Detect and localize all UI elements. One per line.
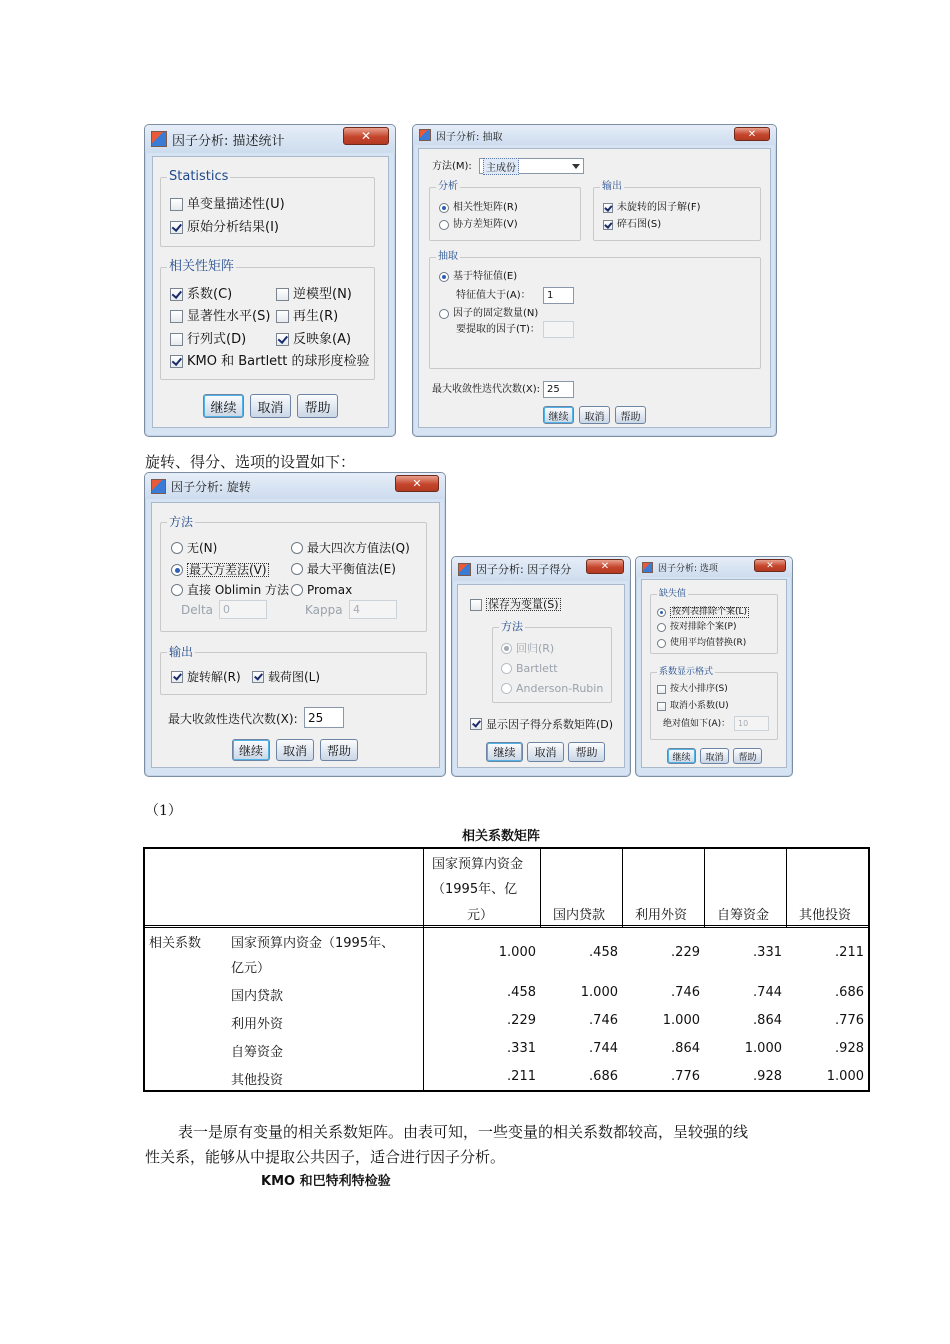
column-header-1: 国家预算内资金 [432, 857, 524, 872]
table-cell: .744 [589, 1041, 618, 1056]
group-label: 相关性矩阵 [169, 258, 235, 274]
suppress-small-checkbox[interactable]: 取消小系数(U) [657, 702, 729, 711]
section-number: （1） [145, 803, 182, 819]
continue-button[interactable]: 继续 [667, 748, 696, 764]
rotation-intro-text: 旋转、得分、选项的设置如下： [145, 453, 356, 471]
max-iter-input[interactable]: 25 [304, 707, 344, 728]
oblimin-radio[interactable]: 直接 Oblimin 方法 [171, 584, 289, 596]
kappa-input[interactable]: 4 [349, 600, 397, 619]
radio-icon [657, 639, 666, 648]
column-header-4: 自筹资金 [717, 908, 770, 923]
table-cell: .211 [507, 1069, 536, 1084]
header-rule [145, 925, 868, 928]
table-cell: .776 [671, 1069, 700, 1084]
display-coef-checkbox[interactable]: 显示因子得分系数矩阵(D) [470, 718, 613, 730]
checkbox-checked-icon [252, 671, 264, 683]
checkbox-icon [276, 288, 289, 301]
close-icon[interactable]: ✕ [734, 127, 770, 141]
table-cell: .744 [753, 985, 782, 1000]
regression-radio[interactable]: 回归(R) [501, 643, 554, 654]
loading-plot-checkbox[interactable]: 载荷图(L) [252, 671, 320, 683]
table-cell: .211 [835, 945, 864, 960]
dialog-title: 因子分析: 抽取 [436, 131, 503, 143]
column-header-1: （1995年、亿 [432, 882, 518, 897]
group-label: 方法 [169, 514, 194, 529]
method-group [160, 514, 427, 632]
dialog-body [641, 579, 787, 768]
display-group [160, 644, 427, 695]
radio-icon [171, 584, 183, 596]
scree-checkbox[interactable]: 碎石图(S) [603, 220, 661, 230]
radio-selected-icon [439, 272, 449, 282]
table-cell: .229 [671, 945, 700, 960]
group-label: 抽取 [438, 251, 458, 262]
dialog-body [457, 584, 625, 768]
cancel-button[interactable]: 取消 [250, 394, 291, 418]
coef-format-group [650, 666, 778, 740]
radio-selected-icon [501, 643, 512, 654]
row-label: 亿元） [231, 961, 271, 976]
max-iter-label: 最大收敛性迭代次数(X): [168, 712, 298, 726]
column-divider [704, 849, 705, 927]
table-cell: .331 [753, 945, 782, 960]
continue-button[interactable]: 继续 [486, 742, 523, 762]
dialog-body [151, 502, 440, 768]
anti-image-checkbox[interactable]: 反映象(A) [276, 333, 351, 346]
group-label: Statistics [169, 168, 229, 184]
checkbox-icon [170, 310, 183, 323]
rotated-solution-checkbox[interactable]: 旋转解(R) [171, 671, 241, 683]
table-title: 相关系数矩阵 [462, 829, 541, 844]
continue-button[interactable]: 继续 [543, 406, 574, 424]
continue-button[interactable]: 继续 [232, 739, 270, 761]
method-select[interactable] [479, 158, 584, 174]
pairwise-radio[interactable]: 按对排除个案(P) [657, 623, 736, 632]
cancel-button[interactable]: 取消 [700, 748, 729, 764]
dialog-body [418, 148, 771, 428]
table-cell: 1.000 [498, 945, 536, 960]
table-cell: .746 [671, 985, 700, 1000]
analysis-paragraph-line2: 性关系，能够从中提取公共因子，适合进行因子分析。 [145, 1148, 506, 1166]
radio-icon [657, 623, 666, 632]
table-cell: 1.000 [580, 985, 618, 1000]
dialog-title: 因子分析: 选项 [658, 563, 718, 574]
replace-mean-radio[interactable]: 使用平均值替换(R) [657, 639, 746, 648]
coefficients-checkbox[interactable]: 系数(C) [170, 288, 232, 301]
table-cell: .458 [507, 985, 536, 1000]
help-button[interactable]: 帮助 [733, 748, 762, 764]
checkbox-checked-icon [171, 671, 183, 683]
sort-size-checkbox[interactable]: 按大小排序(S) [657, 685, 728, 694]
abs-below-label: 绝对值如下(A)： [663, 719, 731, 729]
kappa-label: Kappa [305, 603, 343, 617]
dialog-title: 因子分析: 因子得分 [476, 563, 572, 576]
dialog-title: 因子分析: 旋转 [171, 479, 251, 494]
delta-input[interactable]: 0 [219, 600, 267, 619]
group-label: 系数显示格式 [659, 666, 714, 677]
radio-selected-icon [657, 608, 666, 617]
column-divider [786, 849, 787, 927]
significance-checkbox[interactable]: 显著性水平(S) [170, 310, 270, 323]
row-label: 其他投资 [231, 1073, 284, 1088]
max-iter-input[interactable]: 25 [543, 381, 574, 398]
table-cell: .331 [507, 1041, 536, 1056]
options-dialog [635, 556, 793, 777]
equamax-radio[interactable]: 最大平衡值法(E) [291, 563, 396, 575]
table-cell: .928 [753, 1069, 782, 1084]
correlation-matrix-group [160, 258, 375, 380]
extraction-titlebar [413, 125, 776, 145]
close-icon[interactable]: ✕ [395, 475, 439, 492]
checkbox-icon [657, 685, 666, 694]
method-selected-value: 主成份 [483, 158, 519, 175]
eigen-greater-label: 特征值大于(A)： [456, 290, 531, 301]
dialog-title: 因子分析: 描述统计 [172, 133, 285, 149]
corr-matrix-radio[interactable]: 相关性矩阵(R) [439, 203, 518, 213]
column-header-5: 其他投资 [799, 908, 852, 923]
kmo-checkbox[interactable]: KMO 和 Bartlett 的球形度检验 [170, 355, 370, 368]
fixed-number-radio[interactable]: 因子的固定数量(N) [439, 309, 538, 319]
analyze-group [429, 181, 581, 241]
determinant-checkbox[interactable]: 行列式(D) [170, 333, 246, 346]
radio-icon [439, 220, 449, 230]
checkbox-icon [276, 310, 289, 323]
help-button[interactable]: 帮助 [297, 394, 338, 418]
statistics-group [160, 168, 375, 247]
spss-app-icon [151, 479, 166, 494]
radio-icon [291, 542, 303, 554]
column-header-2: 国内贷款 [553, 908, 606, 923]
factors-to-extract-label: 要提取的因子(T)： [456, 324, 540, 335]
close-icon[interactable]: ✕ [754, 559, 786, 572]
analysis-paragraph-line1: 表一是原有变量的相关系数矩阵。由表可知，一些变量的相关系数都较高，呈较强的线 [178, 1123, 749, 1141]
anderson-rubin-radio[interactable]: Anderson-Rubin [501, 683, 603, 694]
dialog-body [152, 156, 389, 428]
method-label: 方法(M): [432, 161, 472, 172]
group-label: 输出 [169, 644, 194, 659]
spss-app-icon [151, 131, 167, 147]
radio-selected-icon [171, 564, 183, 576]
table-cell: 1.000 [662, 1013, 700, 1028]
table-cell: 1.000 [744, 1041, 782, 1056]
help-button[interactable]: 帮助 [615, 406, 646, 424]
save-vars-checkbox[interactable]: 保存为变量(S) [470, 598, 561, 611]
group-label: 缺失值 [659, 588, 687, 599]
checkbox-icon [170, 333, 183, 346]
checkbox-checked-icon [603, 203, 613, 213]
univariate-checkbox[interactable]: 单变量描述性(U) [170, 198, 285, 211]
abs-value-input[interactable]: 10 [734, 716, 769, 731]
dropdown-arrow-icon [572, 164, 580, 169]
checkbox-checked-icon [470, 718, 482, 730]
delta-label: Delta [181, 603, 214, 617]
missing-values-group [650, 588, 778, 654]
max-iter-label: 最大收敛性迭代次数(X): [432, 384, 541, 395]
initial-solution-checkbox[interactable]: 原始分析结果(I) [170, 221, 279, 234]
table-cell: .458 [589, 945, 618, 960]
extract-group [429, 251, 761, 369]
table-cell: .776 [835, 1013, 864, 1028]
extraction-dialog [412, 124, 777, 437]
spss-app-icon [642, 562, 653, 573]
column-divider [540, 849, 541, 927]
table-cell: .928 [835, 1041, 864, 1056]
row-label: 利用外资 [231, 1017, 284, 1032]
group-label: 分析 [438, 181, 458, 192]
cancel-button[interactable]: 取消 [579, 406, 610, 424]
listwise-radio[interactable]: 按列表排除个案(L) [657, 607, 749, 618]
checkbox-checked-icon [603, 220, 613, 230]
method-group [492, 620, 612, 703]
cov-matrix-radio[interactable]: 协方差矩阵(V) [439, 220, 518, 230]
checkbox-checked-icon [170, 221, 183, 234]
rotation-dialog [144, 472, 446, 777]
group-label: 输出 [602, 181, 622, 192]
varimax-radio[interactable]: 最大方差法(V) [171, 563, 269, 577]
checkbox-checked-icon [170, 355, 183, 368]
checkbox-checked-icon [276, 333, 289, 346]
group-label: 方法 [501, 620, 523, 634]
radio-icon [171, 542, 183, 554]
descriptives-dialog [144, 124, 396, 437]
table-cell: .686 [835, 985, 864, 1000]
table-cell: .686 [589, 1069, 618, 1084]
table-cell: .864 [671, 1041, 700, 1056]
none-radio[interactable]: 无(N) [171, 542, 217, 554]
based-eigen-radio[interactable]: 基于特征值(E) [439, 272, 517, 282]
column-header-1: 元） [467, 908, 494, 923]
correlation-table [143, 847, 870, 1092]
help-button[interactable]: 帮助 [320, 739, 358, 761]
checkbox-icon [470, 599, 482, 611]
column-header-3: 利用外资 [635, 908, 688, 923]
scores-dialog [451, 556, 631, 777]
quartimax-radio[interactable]: 最大四次方值法(Q) [291, 542, 410, 554]
radio-icon [291, 563, 303, 575]
spss-app-icon [419, 129, 431, 141]
checkbox-icon [657, 702, 666, 711]
radio-icon [291, 584, 303, 596]
close-icon[interactable]: ✕ [343, 127, 389, 145]
kmo-table-title: KMO 和巴特利特检验 [261, 1174, 391, 1189]
radio-icon [439, 309, 449, 319]
checkbox-checked-icon [170, 288, 183, 301]
row-label: 自筹资金 [231, 1045, 284, 1060]
table-cell: 1.000 [826, 1069, 864, 1084]
cancel-button[interactable]: 取消 [527, 742, 564, 762]
eigen-value-input[interactable]: 1 [543, 287, 574, 304]
continue-button[interactable]: 继续 [203, 394, 244, 418]
promax-radio[interactable]: Promax [291, 584, 352, 596]
radio-selected-icon [439, 203, 449, 213]
radio-icon [501, 683, 512, 694]
inverse-checkbox[interactable]: 逆模型(N) [276, 288, 352, 301]
reproduced-checkbox[interactable]: 再生(R) [276, 310, 338, 323]
radio-icon [501, 663, 512, 674]
factors-to-extract-input[interactable] [543, 321, 574, 338]
row-group-label: 相关系数 [149, 936, 202, 951]
help-button[interactable]: 帮助 [568, 742, 605, 762]
table-cell: .229 [507, 1013, 536, 1028]
row-label: 国家预算内资金（1995年、 [231, 936, 395, 951]
unrotated-checkbox[interactable]: 未旋转的因子解(F) [603, 203, 701, 213]
bartlett-radio[interactable]: Bartlett [501, 663, 558, 674]
display-group [593, 181, 761, 241]
table-cell: .864 [753, 1013, 782, 1028]
spss-app-icon [458, 563, 471, 576]
column-divider [622, 849, 623, 927]
row-label: 国内贷款 [231, 989, 284, 1004]
checkbox-icon [170, 198, 183, 211]
close-icon[interactable]: ✕ [586, 559, 624, 574]
table-cell: .746 [589, 1013, 618, 1028]
cancel-button[interactable]: 取消 [276, 739, 314, 761]
